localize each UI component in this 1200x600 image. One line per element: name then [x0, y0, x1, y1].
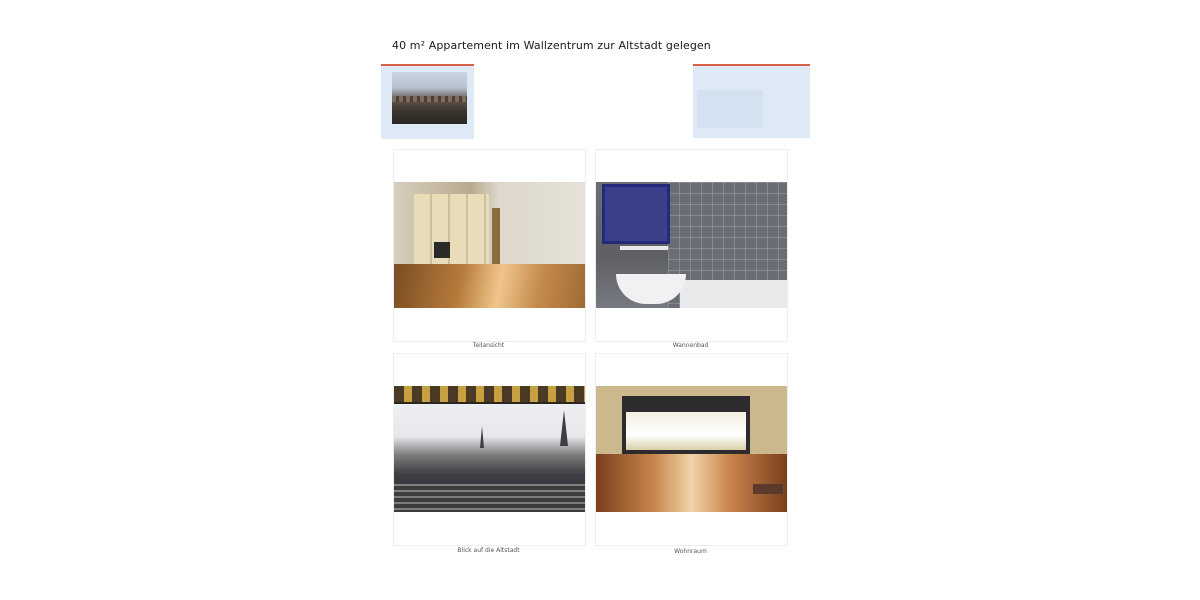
photo-living-room	[596, 386, 787, 512]
photo-caption: Blick auf die Altstadt	[457, 547, 520, 554]
listing-title: 40 m² Appartement im Wallzentrum zur Altstadt gelegen	[392, 39, 711, 52]
kitchen-cabinets	[414, 194, 489, 274]
header-panel-right	[693, 64, 810, 138]
church-spire-small	[480, 426, 484, 448]
photo-bathroom	[596, 182, 787, 308]
photo-card-teilansicht	[393, 149, 586, 342]
photo-card-wohnraum	[595, 353, 788, 546]
window-glass	[626, 412, 746, 450]
bathroom-tub	[680, 280, 787, 308]
balcony-railing	[394, 484, 585, 512]
photo-caption: Wohnraum	[674, 548, 707, 555]
photo-caption: Wannenbad	[672, 342, 709, 349]
photo-kitchen	[394, 182, 585, 308]
photo-card-wannenbad	[595, 149, 788, 342]
living-rug	[753, 484, 783, 494]
bathroom-shelf	[620, 246, 668, 250]
photo-caption: Teilansicht	[472, 342, 505, 349]
header-right-box	[697, 90, 763, 128]
balcony-awning	[394, 386, 585, 404]
living-window	[622, 396, 750, 454]
kitchen-oven	[434, 242, 450, 258]
header-thumbnail-image	[392, 72, 467, 124]
header-panel-left	[381, 64, 474, 139]
bathroom-mirror	[602, 184, 670, 244]
kitchen-floor	[394, 264, 585, 308]
header-gap	[474, 53, 693, 147]
photo-card-altstadt	[393, 353, 586, 546]
photo-old-town-view	[394, 386, 585, 512]
living-floor	[596, 454, 787, 512]
church-spire	[560, 410, 568, 446]
